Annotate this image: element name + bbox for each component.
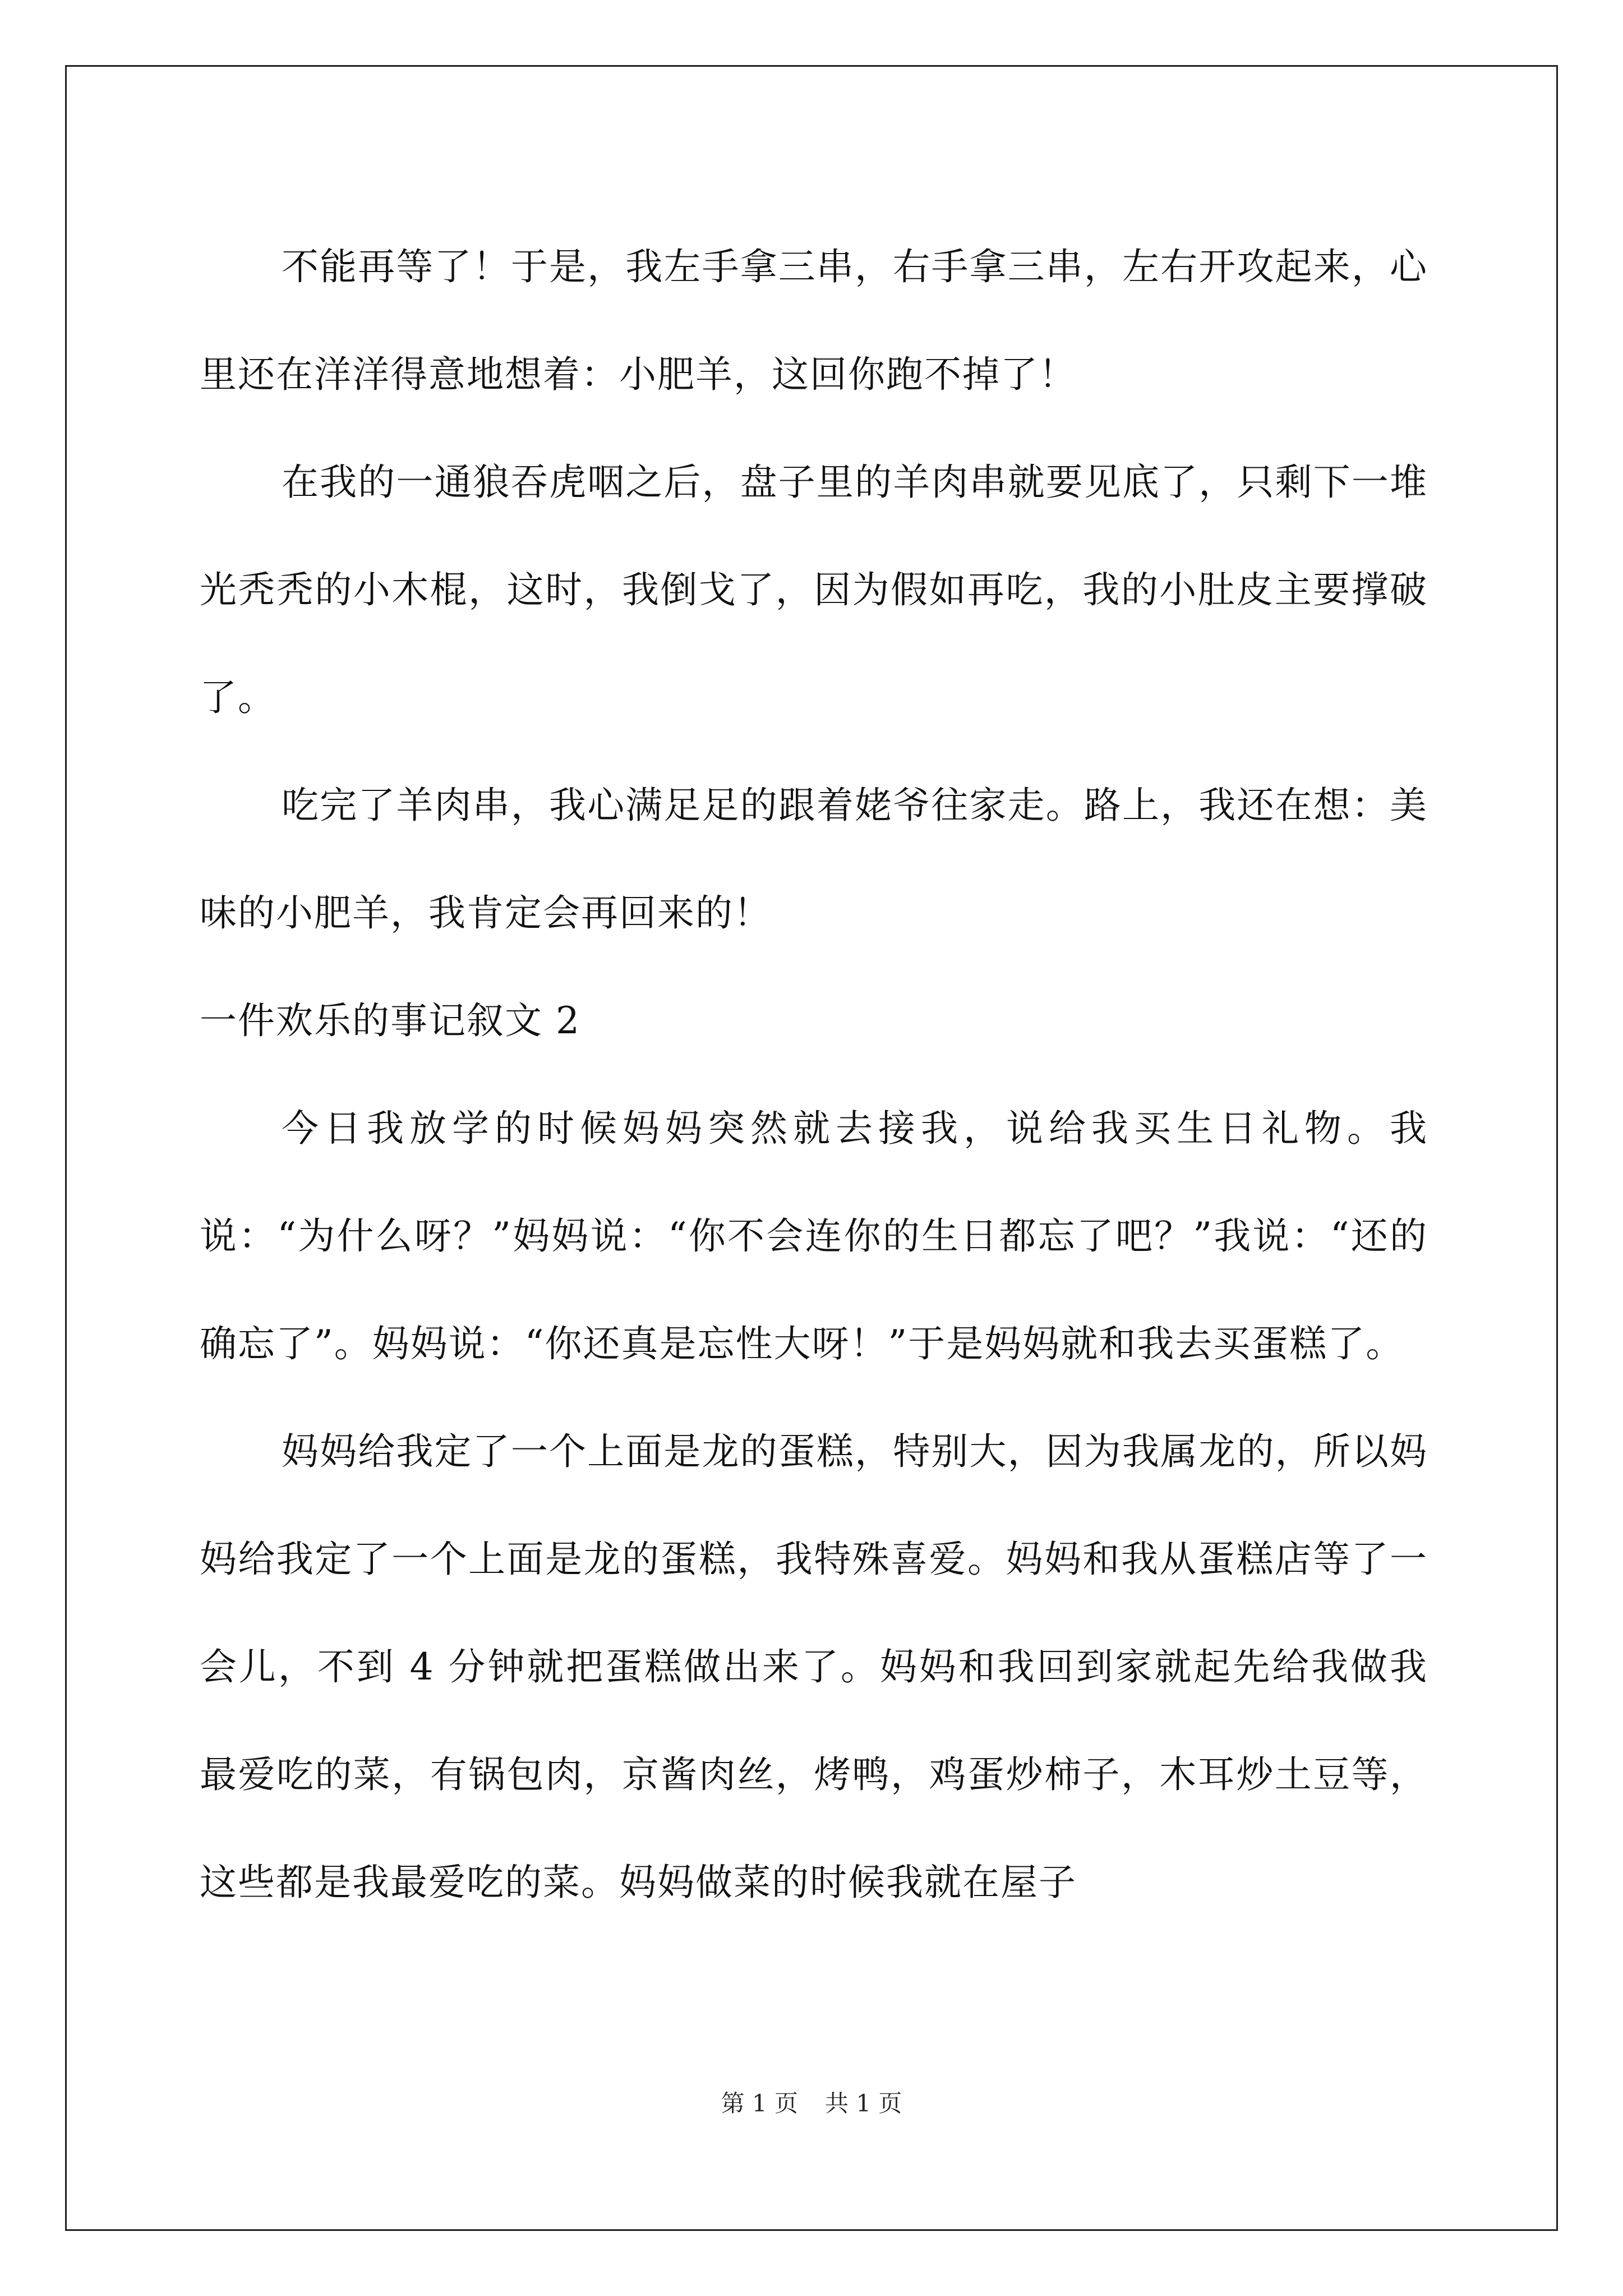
paragraph-1: 不能再等了！于是，我左手拿三串，右手拿三串，左右开攻起来，心里还在洋洋得意地想着：小肥羊，这回你跑不掉了！: [200, 245, 1428, 396]
section-heading: 一件欢乐的事记叙文 2: [200, 999, 580, 1042]
paragraph-5: 妈妈给我定了一个上面是龙的蛋糕，特别大，因为我属龙的，所以妈妈给我定了一个上面是龙的蛋糕，我特殊喜爱。妈妈和我从蛋糕店等了一会儿，不到 4 分钟就把蛋糕做出来了。妈妈和我回到家就起先给我做我最爱吃的菜，有锅包肉，京酱肉丝，烤鸭，鸡蛋炒柿子，木耳炒土豆等，这些都是我最爱吃的菜。妈妈做菜的时候我就在屋子: [200, 1430, 1428, 1904]
page-footer: [0, 2087, 1623, 2120]
paragraph-3: 吃完了羊肉串，我心满足足的跟着姥爷往家走。路上，我还在想：美味的小肥羊，我肯定会再回来的！: [200, 784, 1428, 935]
page-total: 共 1 页: [825, 2090, 902, 2117]
paragraph-2: 在我的一通狼吞虎咽之后，盘子里的羊肉串就要见底了，只剩下一堆光秃秃的小木棍，这时，我倒戈了，因为假如再吃，我的小肚皮主要撑破了。: [200, 461, 1428, 719]
paragraph-4: 今日我放学的时候妈妈突然就去接我，说给我买生日礼物。我说：“为什么呀？”妈妈说：“你不会连你的生日都忘了吧？”我说：“还的确忘了”。妈妈说：“你还真是忘性大呀！”于是妈妈就和我去买蛋糕了。: [200, 1107, 1428, 1365]
page-number: 第 1 页: [721, 2090, 798, 2117]
document-body: [200, 213, 1428, 1936]
